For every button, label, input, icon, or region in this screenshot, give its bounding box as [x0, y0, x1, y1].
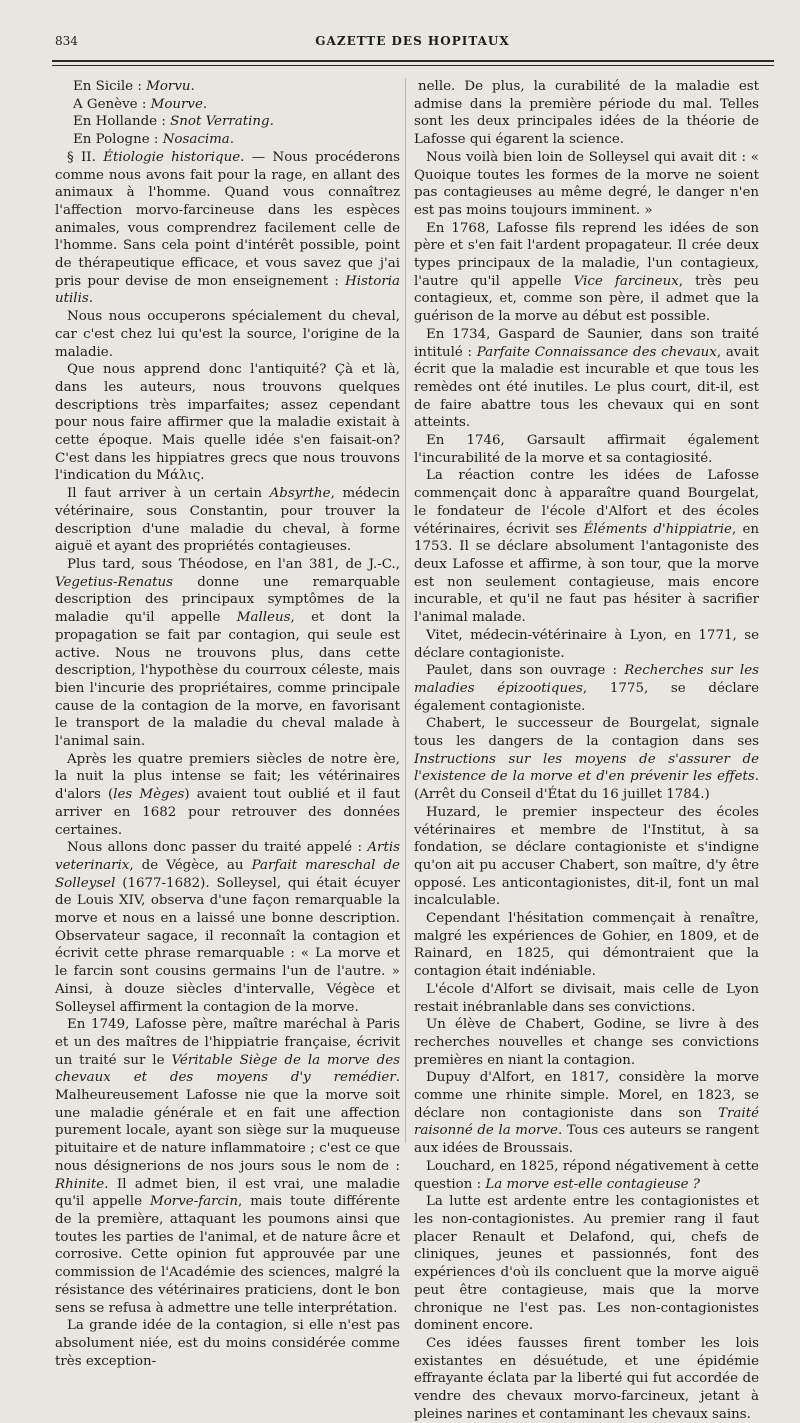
paragraph — [55, 113, 400, 131]
italic-text: Éléments d'hippiatrie — [583, 521, 732, 537]
text-run: Ces idées fausses firent tomber les lois existantes en désuétude, et une épidémie effrayante éclata par la liberté qui fut accordée de vendre des chevaux morvo-farcineux, jetant à pleines narines et contaminant les chevaux sains. — [414, 1335, 759, 1422]
italic-text: les Mèges — [113, 787, 185, 803]
page-number: 834 — [55, 34, 78, 48]
paragraph — [414, 78, 759, 149]
text-run: , médecin vétérinaire, sous Constantin, pour trouver la description d'une maladie du cheval, à forme aiguë et ayant des propriétés contagieuses. — [55, 486, 401, 555]
text-run: donne une remarquable description des principaux symptômes de la maladie qu'il appelle — [55, 574, 400, 626]
text-run: nelle. De plus, la curabilité de la maladie est admise dans la première période du mal. Telles sont les deux principales idées de la théorie de Lafosse qui égarent la science. — [414, 79, 759, 148]
italic-text: Snot Verrating — [170, 114, 270, 130]
text-run: (1677-1682). Solleysel, qui était écuyer de Louis XIV, observa d'une façon remarquable la morve et nous en a laissé une bonne description. Observateur sagace, il reconnaît la contagion et écrivit cette phrase remarquable : « La morve et le farcin sont cousins germains l'un de l'autre. » Ainsi, à douze siècles d'intervalle, Végèce et Solleysel affirment la contagion de la morve. — [55, 875, 400, 1015]
paragraph — [414, 467, 759, 626]
paragraph — [55, 751, 400, 840]
paragraph — [414, 326, 759, 432]
paragraph — [414, 149, 759, 220]
text-run: En 1734, Gaspard de Saunier, dans son traité intitulé : — [414, 326, 759, 360]
paragraph — [55, 556, 400, 751]
paragraph — [55, 1016, 400, 1317]
header-rule-thick — [52, 60, 774, 62]
text-run: Il faut arriver à un certain — [67, 486, 270, 502]
italic-text: Traité raisonné de la morve — [414, 1105, 759, 1139]
left-column — [55, 78, 401, 1369]
paragraph — [55, 485, 400, 556]
italic-text: Morve-farcin — [150, 1194, 238, 1210]
paragraph — [414, 1158, 759, 1193]
text-run: En 1746, Garsault affirmait également l'incurabilité de la morve et sa contagiosité. — [414, 433, 759, 466]
italic-text: Véritable Siège de la morve des chevaux et des moyens d'y remédier — [55, 1052, 401, 1086]
text-run: § II. — [67, 149, 104, 165]
text-run: , très peu contagieux, et, comme son père, il admet que la guérison de la morve au début est possible. — [414, 273, 759, 325]
text-run: Paulet, dans son ouvrage : — [426, 663, 625, 679]
text-run: . — Nous procéderons comme nous avons fait pour la rage, en allant des animaux à l'homme. Quand vous connaîtrez l'affection morvo-farcineuse dans les espèces animales, vous comprendrez facilement celle de l'homme. Sans cela point d'intérêt possible, point de thérapeutique efficace, et vous savez que j'ai pris pour devise de mon enseignement : — [55, 149, 400, 289]
text-run: Cependant l'hésitation commençait à renaître, malgré les expériences de Gohier, en 1809, et de Rainard, en 1825, qui démontraient que la contagion était indéniable. — [414, 911, 759, 980]
text-run: , en 1753. Il se déclare absolument l'antagoniste des deux Lafosse et affirme, à son tour, que la morve est non seulement contagieuse, mais encore incurable, et qu'il ne faut pas hésiter à sacrifier l'animal malade. — [414, 521, 760, 626]
paragraph — [414, 1193, 759, 1335]
text-run: . — [202, 96, 208, 112]
header-rule-thin — [52, 65, 774, 66]
text-run: Dupuy d'Alfort, en 1817, considère la morve comme une rhinite simple. Morel, en 1823, se déclare non contagioniste dans son — [414, 1070, 759, 1121]
italic-text: La morve est-elle contagieuse ? — [485, 1176, 700, 1192]
column-divider — [405, 78, 406, 1143]
italic-text: Historia utilis — [55, 273, 400, 307]
text-run: La grande idée de la contagion, si elle n'est pas absolument niée, est du moins considérée comme très exception- — [55, 1318, 400, 1369]
text-run: Nous allons donc passer du traité appelé : — [67, 840, 368, 856]
paragraph — [414, 662, 759, 715]
paragraph — [414, 1069, 759, 1158]
text-run: Nous nous occuperons spécialement du cheval, car c'est chez lui qu'est la source, l'origine de la maladie. — [55, 309, 400, 360]
italic-text: Morvu — [146, 79, 191, 94]
italic-text: Étiologie historique — [103, 149, 241, 165]
paragraph — [55, 361, 400, 485]
italic-text: Nosacima — [162, 132, 230, 148]
text-run: A Genève : — [73, 96, 151, 112]
text-run: Que nous apprend donc l'antiquité? Çà et là, dans les auteurs, nous trouvons quelques descriptions très imparfaites; assez cependant pour nous faire affirmer que la maladie existait à cette époque. Mais quelle idée s'en faisait-on? C'est dans les hippiatres grecs que nous trouvons l'indication du Μάλις. — [55, 362, 400, 484]
text-run: . Malheureusement Lafosse nie que la morve soit une maladie générale et en fait une affection purement locale, ayant son siège sur la muqueuse pituitaire et de nature inflammatoire ; c'est ce que nous désignerions de nos jours sous le nom de : — [55, 1070, 400, 1174]
text-run: En 1749, Lafosse père, maître maréchal à Paris et un des maîtres de l'hippiatrie française, écrivit un traité sur le — [55, 1017, 400, 1068]
paragraph — [55, 308, 400, 361]
paragraph — [414, 910, 759, 981]
text-run: ) avaient tout oublié et il faut arriver en 1682 pour retrouver des données certaines. — [55, 787, 400, 838]
text-run: Nous voilà bien loin de Solleysel qui avait dit : « Quoique toutes les formes de la morve ne soient pas contagieuses au même degré, le danger n'en est pas moins toujours imminent. » — [414, 149, 759, 218]
text-run: . — [269, 114, 274, 130]
text-run: Huzard, le premier inspecteur des écoles vétérinaires et membre de l'Institut, à sa fondation, se déclare contagioniste et s'indigne qu'on ait pu accuser Chabert, son maître, d'y être opposé. Les anticontagionistes, dit-il, font un mal incalculable. — [414, 804, 759, 909]
text-run: , de Végèce, au — [129, 857, 252, 873]
text-run: Après les quatre premiers siècles de notre ère, la nuit la plus intense se fait; les vétérinaires d'alors ( — [55, 751, 400, 803]
italic-text: Mourve — [150, 96, 203, 112]
italic-text: Recherches sur les maladies épizootiques — [414, 663, 759, 696]
right-column — [414, 78, 760, 1422]
text-run: . Tous ces auteurs se rangent aux idées de Broussais. — [414, 1123, 759, 1157]
text-run: , avait écrit que la maladie est incurable et que tous les remèdes ont été inutiles. Le plus court, dit-il, est de faire abattre tous les chevaux qui en sont atteints. — [414, 344, 760, 431]
paragraph — [414, 1335, 759, 1423]
text-run: L'école d'Alfort se divisait, mais celle de Lyon restait inébranlable dans ses convictions. — [414, 981, 759, 1015]
paragraph — [55, 1317, 400, 1370]
paragraph — [414, 981, 759, 1016]
text-run: , et dont la propagation se fait par contagion, qui seule est active. Nous ne trouvons plus, dans cette description, l'hypothèse du courroux céleste, mais bien l'incurie des propriétaires, comme principale cause de la contagion de la morve, en favorisant le transport de la maladie du cheval malade à l'animal sain. — [55, 610, 400, 750]
text-run: , 1775, se déclare également contagioniste. — [414, 680, 760, 714]
text-run: En Pologne : — [73, 132, 163, 148]
text-run: En Sicile : — [73, 79, 147, 94]
text-run: , mais toute différente de la première, attaquant les poumons ainsi que toutes les parties de l'animal, et de nature âcre et corrosive. Cette opinion fut approuvée par une commission de l'Académie des sciences, malgré la résistance des vétérinaires praticiens, dont le bon sens se refusa à admettre une telle interprétation. — [55, 1194, 400, 1316]
text-run: En 1768, Lafosse fils reprend les idées de son père et s'en fait l'ardent propagateur. Il crée deux types principaux de la maladie, l'un contagieux, l'autre qu'il appelle — [414, 220, 759, 289]
text-run: . — [190, 79, 195, 94]
text-run: . (Arrêt du Conseil d'État du 16 juillet 1784.) — [414, 769, 759, 803]
text-run: Vitet, médecin-vétérinaire à Lyon, en 1771, se déclare contagioniste. — [414, 627, 759, 661]
italic-text: Malleus — [236, 610, 291, 626]
paragraph — [414, 220, 759, 326]
paragraph — [55, 149, 400, 308]
italic-text: Parfaite Connaissance des chevaux — [476, 344, 717, 360]
text-run: Louchard, en 1825, répond négativement à cette question : — [414, 1158, 759, 1192]
text-run: En Hollande : — [73, 114, 171, 130]
text-run: La réaction contre les idées de Lafosse commençait donc à apparaître quand Bourgelat, le fondateur de l'école d'Alfort et des écoles vétérinaires, écrivit ses — [414, 468, 759, 537]
italic-text: Artis veterinarix — [55, 840, 400, 873]
text-run: . — [229, 132, 235, 148]
italic-text: Vegetius-Renatus — [55, 574, 174, 590]
italic-text: Instructions sur les moyens de s'assurer de l'existence de la morve et d'en prévenir les effets — [414, 751, 759, 785]
paragraph — [55, 839, 400, 1016]
paragraph — [55, 78, 400, 96]
text-run: La lutte est ardente entre les contagionistes et les non-contagionistes. Au premier rang il faut placer Renault et Delafond, qui, chefs de cliniques, jeunes et passionnés, font des expériences d'où ils concluent que la morve aiguë peut être contagieuse, mais que la morve chronique ne l'est pas. Les non-contagionistes dominent encore. — [414, 1194, 759, 1334]
page-header — [55, 30, 770, 52]
italic-text: Rhinite — [55, 1176, 105, 1192]
text-run: Chabert, le successeur de Bourgelat, signale tous les dangers de la contagion dans ses — [414, 716, 759, 750]
italic-text: Vice farcineux — [573, 273, 679, 289]
journal-title: GAZETTE DES HOPITAUX — [315, 34, 510, 48]
paragraph — [414, 627, 759, 662]
text-run: Plus tard, sous Théodose, en l'an 381, de J.-C., — [67, 556, 400, 572]
italic-text: Parfait mareschal de Solleysel — [55, 857, 400, 891]
italic-text: Absyrthe — [269, 486, 331, 502]
paragraph — [55, 131, 400, 149]
paragraph — [55, 96, 400, 114]
text-run: Un élève de Chabert, Godine, se livre à des recherches nouvelles et change ses convictions premières en niant la contagion. — [414, 1017, 759, 1068]
paragraph — [414, 715, 759, 804]
paragraph — [414, 804, 759, 910]
text-run: . — [88, 291, 93, 307]
text-run: . Il admet bien, il est vrai, une maladie qu'il appelle — [55, 1176, 400, 1210]
paragraph — [414, 1016, 759, 1069]
paragraph — [414, 432, 759, 467]
